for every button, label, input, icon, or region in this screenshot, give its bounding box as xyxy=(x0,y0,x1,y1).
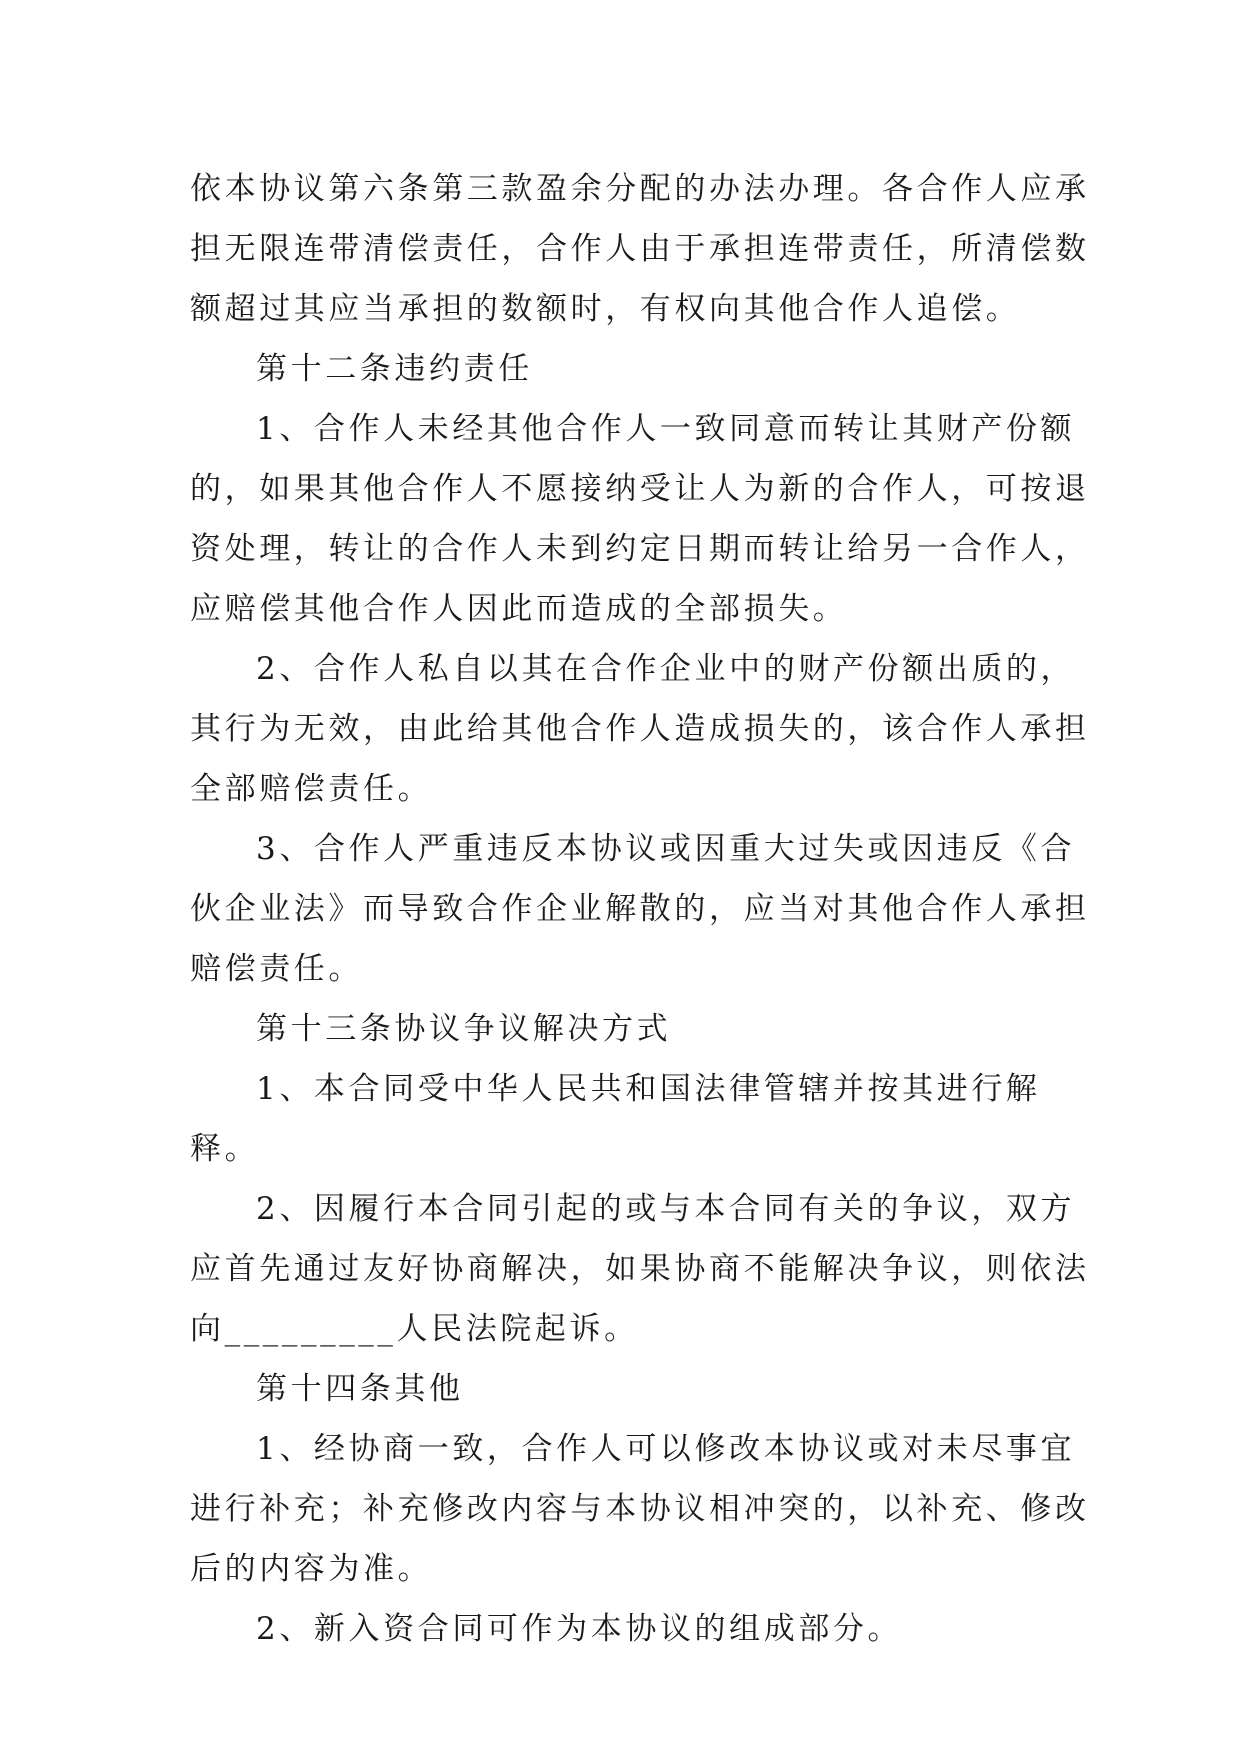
clause-13-2: 2、因履行本合同引起的或与本合同有关的争议，双方应首先通过友好协商解决，如果协商不能解决争议，则依法向_________人民法院起诉。 xyxy=(190,1191,1090,1347)
clause-12-1: 1、合作人未经其他合作人一致同意而转让其财产份额的，如果其他合作人不愿接纳受让人为新的合作人，可按退资处理，转让的合作人未到约定日期而转让给另一合作人，应赔偿其他合作人因此而造成的全部损失。 xyxy=(190,411,1090,627)
clause-12-3: 3、合作人严重违反本协议或因重大过失或因违反《合伙企业法》而导致合作企业解散的，应当对其他合作人承担赔偿责任。 xyxy=(190,831,1090,987)
document-body xyxy=(190,159,1090,1659)
clause-13-1: 1、本合同受中华人民共和国法律管辖并按其进行解释。 xyxy=(190,1071,1041,1167)
clause-12-2: 2、合作人私自以其在合作企业中的财产份额出质的，其行为无效，由此给其他合作人造成损失的，该合作人承担全部赔偿责任。 xyxy=(190,651,1090,807)
section-heading-13: 第十三条协议争议解决方式 xyxy=(256,1011,672,1047)
clause-14-1: 1、经协商一致，合作人可以修改本协议或对未尽事宜进行补充；补充修改内容与本协议相冲突的，以补充、修改后的内容为准。 xyxy=(190,1431,1090,1587)
clause-14-2: 2、新入资合同可作为本协议的组成部分。 xyxy=(256,1611,903,1647)
section-heading-12: 第十二条违约责任 xyxy=(256,351,533,387)
section-heading-14: 第十四条其他 xyxy=(256,1371,464,1407)
paragraph-continuation: 依本协议第六条第三款盈余分配的办法办理。各合作人应承担无限连带清偿责任，合作人由于承担连带责任，所清偿数额超过其应当承担的数额时，有权向其他合作人追偿。 xyxy=(190,171,1090,327)
